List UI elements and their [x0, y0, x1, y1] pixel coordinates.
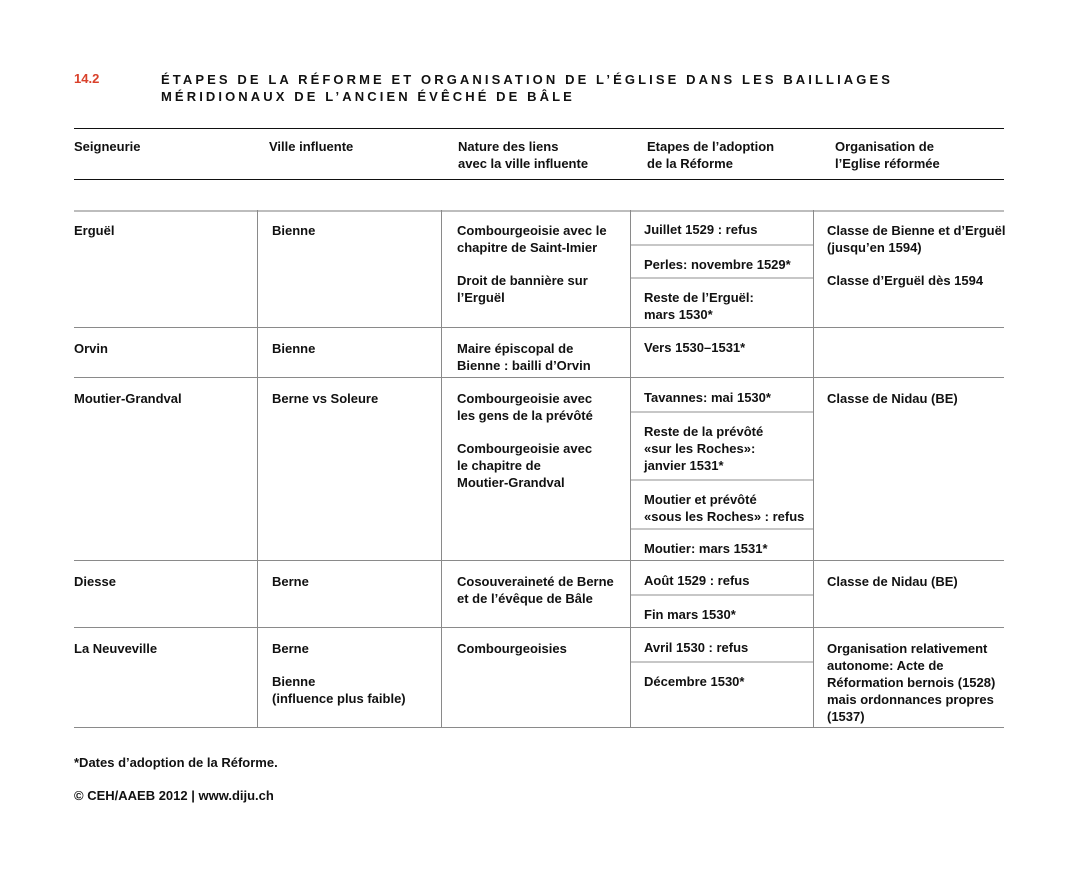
column-header-line: Etapes de l’adoption [647, 139, 775, 154]
step-divider [631, 594, 813, 596]
etape-cell-line: Moutier et prévôté [644, 492, 757, 507]
liens-cell-line: le chapitre de [457, 458, 541, 473]
etape-cell-line: «sous les Roches» : refus [644, 509, 805, 524]
liens-cell-line: et de l’évêque de Bâle [457, 591, 593, 606]
column-header-line: Ville influente [269, 139, 354, 154]
column-header-line: l’Eglise réformée [835, 156, 940, 171]
footnote: *Dates d’adoption de la Réforme. [74, 755, 278, 770]
liens-cell-line: Droit de bannière sur [457, 273, 588, 288]
etape-cell [644, 389, 771, 406]
organisation-cell-line: (1537) [827, 709, 865, 724]
liens-cell-line: Combourgeoisie avec le [457, 223, 607, 238]
column-header-line: avec la ville influente [458, 156, 589, 171]
liens-cell [457, 222, 607, 256]
organisation-cell-line: mais ordonnances propres [827, 692, 994, 707]
column-divider [813, 210, 814, 328]
etape-cell-line: Fin mars 1530* [644, 607, 736, 622]
step-divider [631, 479, 813, 481]
ville-cell [272, 390, 378, 407]
liens-cell-line: Combourgeoisies [457, 641, 567, 656]
liens-cell-line: les gens de la prévôté [457, 408, 593, 423]
etape-cell-line: Juillet 1529 : refus [644, 222, 758, 237]
column-header-line: Seigneurie [74, 139, 141, 154]
step-divider [631, 244, 813, 246]
liens-cell [457, 573, 614, 607]
etape-cell [644, 491, 804, 525]
column-header [269, 138, 353, 155]
liens-cell-line: Maire épiscopal de [457, 341, 574, 356]
column-divider [441, 328, 442, 378]
etape-cell [644, 673, 744, 690]
column-divider [441, 628, 442, 728]
liens-cell [457, 340, 591, 374]
liens-cell [457, 440, 592, 491]
column-divider [630, 378, 631, 561]
row-divider [74, 560, 1004, 561]
ville-cell-line: Bienne [272, 674, 316, 689]
liens-cell [457, 390, 593, 424]
liens-cell-line: Combourgeoisie avec [457, 441, 593, 456]
column-header-line: de la Réforme [647, 156, 733, 171]
ville-cell [272, 340, 315, 357]
etape-cell [644, 339, 745, 356]
seigneurie-cell [74, 390, 182, 407]
etape-cell-line: janvier 1531* [644, 458, 724, 473]
liens-cell-line: Combourgeoisie avec [457, 391, 593, 406]
etape-cell [644, 289, 754, 323]
seigneurie-cell [74, 640, 157, 657]
seigneurie-cell-line: Erguël [74, 223, 115, 238]
liens-cell-line: Cosouveraineté de Berne [457, 574, 614, 589]
row-divider [74, 377, 1004, 378]
column-header [835, 138, 940, 172]
column-divider [813, 378, 814, 561]
column-divider [257, 628, 258, 728]
liens-cell-line: chapitre de Saint-Imier [457, 240, 598, 255]
etape-cell [644, 572, 749, 589]
liens-cell-line: Bienne : bailli d’Orvin [457, 358, 591, 373]
organisation-cell [827, 272, 983, 289]
liens-cell [457, 640, 567, 657]
ville-cell-line: Berne [272, 641, 309, 656]
column-header [74, 138, 140, 155]
column-divider [257, 378, 258, 561]
etape-cell-line: Reste de la prévôté [644, 424, 764, 439]
organisation-cell-line: Classe de Nidau (BE) [827, 574, 958, 589]
row-divider [74, 327, 1004, 328]
liens-cell [457, 272, 588, 306]
column-divider [630, 210, 631, 328]
ville-cell [272, 673, 406, 707]
title-line-1: ÉTAPES DE LA RÉFORME ET ORGANISATION DE L’ÉGLISE DANS LES BAILLIAGES [161, 72, 894, 87]
etape-cell-line: Avril 1530 : refus [644, 640, 749, 655]
etape-cell-line: Décembre 1530* [644, 674, 745, 689]
seigneurie-cell-line: Orvin [74, 341, 108, 356]
ville-cell-line: Bienne [272, 223, 316, 238]
column-divider [257, 210, 258, 328]
step-divider [631, 277, 813, 279]
etape-cell-line: Moutier: mars 1531* [644, 541, 768, 556]
liens-cell-line: l’Erguël [457, 290, 505, 305]
seigneurie-cell [74, 340, 108, 357]
etape-cell-line: Août 1529 : refus [644, 573, 750, 588]
seigneurie-cell [74, 573, 116, 590]
etape-cell-line: Tavannes: mai 1530* [644, 390, 771, 405]
column-divider [813, 561, 814, 628]
organisation-cell-line: (jusqu’en 1594) [827, 240, 922, 255]
organisation-cell-line: Réformation bernois (1528) [827, 675, 996, 690]
etape-cell-line: mars 1530* [644, 307, 713, 322]
organisation-cell-line: Classe d’Erguël dès 1594 [827, 273, 984, 288]
column-divider [441, 378, 442, 561]
seigneurie-cell-line: Moutier-Grandval [74, 391, 182, 406]
step-divider [631, 661, 813, 663]
seigneurie-cell-line: Diesse [74, 574, 116, 589]
ville-cell-line: (influence plus faible) [272, 691, 406, 706]
organisation-cell-line: Organisation relativement [827, 641, 988, 656]
organisation-cell-line: Classe de Bienne et d’Erguël [827, 223, 1006, 238]
figure-number: 14.2 [74, 71, 100, 86]
etape-cell [644, 606, 736, 623]
row-divider [74, 727, 1004, 728]
etape-cell [644, 639, 748, 656]
organisation-cell [827, 573, 958, 590]
copyright: © CEH/AAEB 2012 | www.diju.ch [74, 788, 274, 803]
column-divider [441, 210, 442, 328]
etape-cell [644, 221, 757, 238]
column-header [647, 138, 774, 172]
column-divider [813, 328, 814, 378]
seigneurie-cell [74, 222, 114, 239]
etape-cell-line: Perles: novembre 1529* [644, 257, 791, 272]
etape-cell [644, 540, 768, 557]
etape-cell [644, 423, 763, 474]
column-divider [441, 561, 442, 628]
column-header [458, 138, 588, 172]
ville-cell-line: Bienne [272, 341, 316, 356]
ville-cell [272, 222, 315, 239]
column-divider [630, 328, 631, 378]
ville-cell [272, 640, 309, 657]
column-divider [257, 328, 258, 378]
organisation-cell-line: Classe de Nidau (BE) [827, 391, 958, 406]
row-divider [74, 627, 1004, 628]
organisation-cell [827, 222, 1005, 256]
ville-cell [272, 573, 309, 590]
etape-cell-line: Vers 1530–1531* [644, 340, 746, 355]
figure-title [161, 71, 893, 105]
step-divider [631, 411, 813, 413]
etape-cell [644, 256, 791, 273]
top-rule [74, 128, 1004, 129]
seigneurie-cell-line: La Neuveville [74, 641, 158, 656]
column-divider [813, 628, 814, 728]
ville-cell-line: Berne [272, 574, 309, 589]
column-divider [257, 561, 258, 628]
header-rule [74, 179, 1004, 180]
table-top-rule [74, 210, 1004, 212]
organisation-cell-line: autonome: Acte de [827, 658, 944, 673]
step-divider [631, 528, 813, 530]
column-header-line: Nature des liens [458, 139, 559, 154]
column-divider [630, 628, 631, 728]
column-header-line: Organisation de [835, 139, 934, 154]
etape-cell-line: «sur les Roches»: [644, 441, 756, 456]
organisation-cell [827, 390, 958, 407]
title-line-2: MÉRIDIONAUX DE L’ANCIEN ÉVÊCHÉ DE BÂLE [161, 89, 575, 104]
etape-cell-line: Reste de l’Erguël: [644, 290, 754, 305]
liens-cell-line: Moutier-Grandval [457, 475, 565, 490]
ville-cell-line: Berne vs Soleure [272, 391, 379, 406]
organisation-cell [827, 640, 995, 725]
